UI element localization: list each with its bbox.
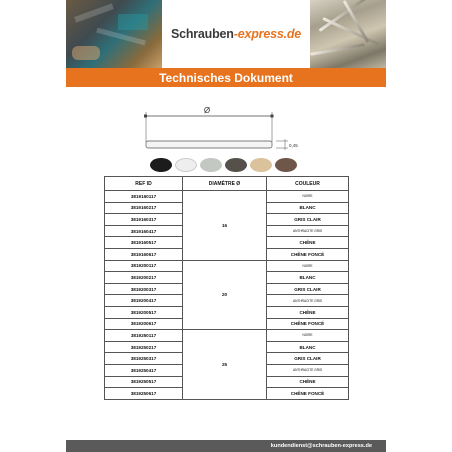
brand-name: Schrauben xyxy=(170,27,234,41)
ref-cell: 3819250117 xyxy=(105,330,183,342)
spec-table xyxy=(104,176,349,400)
brand-domain: -express.de xyxy=(233,27,302,41)
color-cell: CHÊNE FONCÉ xyxy=(267,388,349,400)
ref-cell: 3819200517 xyxy=(105,306,183,318)
color-cell: CHÊNE xyxy=(267,306,349,318)
color-cell: NOIRE xyxy=(267,330,349,342)
brand-logo[interactable] xyxy=(162,0,310,68)
ref-cell: 3819200317 xyxy=(105,283,183,295)
cap-dimension-drawing xyxy=(66,96,386,156)
document-page xyxy=(66,0,386,452)
ref-cell: 3819160117 xyxy=(105,191,183,203)
diameter-symbol: Ø xyxy=(203,106,211,115)
ref-cell: 3819200617 xyxy=(105,318,183,330)
ref-cell: 3819250617 xyxy=(105,388,183,400)
ref-cell: 3819250417 xyxy=(105,364,183,376)
table-row xyxy=(105,330,349,342)
color-cell: CHÊNE xyxy=(267,237,349,249)
footer xyxy=(66,440,386,452)
ref-cell: 3819250517 xyxy=(105,376,183,388)
color-cell: ANTHRACITE GRIS xyxy=(267,225,349,237)
ref-cell: 3819160317 xyxy=(105,214,183,226)
swatch-gris-clair xyxy=(200,158,222,172)
diameter-cell: 25 xyxy=(183,330,267,400)
ref-cell: 3819250317 xyxy=(105,353,183,365)
color-cell: ANTHRACITE GRIS xyxy=(267,364,349,376)
swatch-chene-fonce xyxy=(275,158,297,172)
color-cell: GRIS CLAIR xyxy=(267,283,349,295)
diameter-cell: 16 xyxy=(183,191,267,261)
ref-cell: 3819160617 xyxy=(105,248,183,260)
color-cell: GRIS CLAIR xyxy=(267,214,349,226)
table-header-row xyxy=(105,177,349,191)
color-cell: NOIRE xyxy=(267,260,349,272)
ref-cell: 3819250217 xyxy=(105,341,183,353)
title-banner xyxy=(66,68,386,87)
swatch-noire xyxy=(150,158,172,172)
table-row xyxy=(105,260,349,272)
ref-cell: 3819200417 xyxy=(105,295,183,307)
footer-email[interactable]: kundendienst@schrauben-express.de xyxy=(270,443,372,449)
color-cell: CHÊNE xyxy=(267,376,349,388)
color-cell: BLANC xyxy=(267,202,349,214)
document-title: Technisches Dokument xyxy=(159,70,293,85)
table-row xyxy=(105,191,349,203)
color-cell: CHÊNE FONCÉ xyxy=(267,248,349,260)
header-photo-tools xyxy=(66,0,162,68)
ref-cell: 3819160417 xyxy=(105,225,183,237)
swatch-chene xyxy=(250,158,272,172)
color-cell: BLANC xyxy=(267,341,349,353)
color-cell: CHÊNE FONCÉ xyxy=(267,318,349,330)
header-ref: REF ID xyxy=(105,177,183,191)
color-swatches xyxy=(150,158,297,172)
header xyxy=(66,0,386,68)
ref-cell: 3819200117 xyxy=(105,260,183,272)
swatch-anthracite-gris xyxy=(225,158,247,172)
color-cell: BLANC xyxy=(267,272,349,284)
header-diameter: DIAMÈTRE Ø xyxy=(183,177,267,191)
color-cell: NOIRE xyxy=(267,191,349,203)
ref-cell: 3819160217 xyxy=(105,202,183,214)
swatch-blanc xyxy=(175,158,197,172)
ref-cell: 3819160517 xyxy=(105,237,183,249)
header-photo-screws xyxy=(310,0,386,68)
color-cell: ANTHRACITE GRIS xyxy=(267,295,349,307)
color-cell: GRIS CLAIR xyxy=(267,353,349,365)
ref-cell: 3819200217 xyxy=(105,272,183,284)
header-color: COULEUR xyxy=(267,177,349,191)
thickness-label: 0,45 xyxy=(289,143,298,148)
diameter-cell: 20 xyxy=(183,260,267,330)
cap-profile xyxy=(146,141,272,148)
